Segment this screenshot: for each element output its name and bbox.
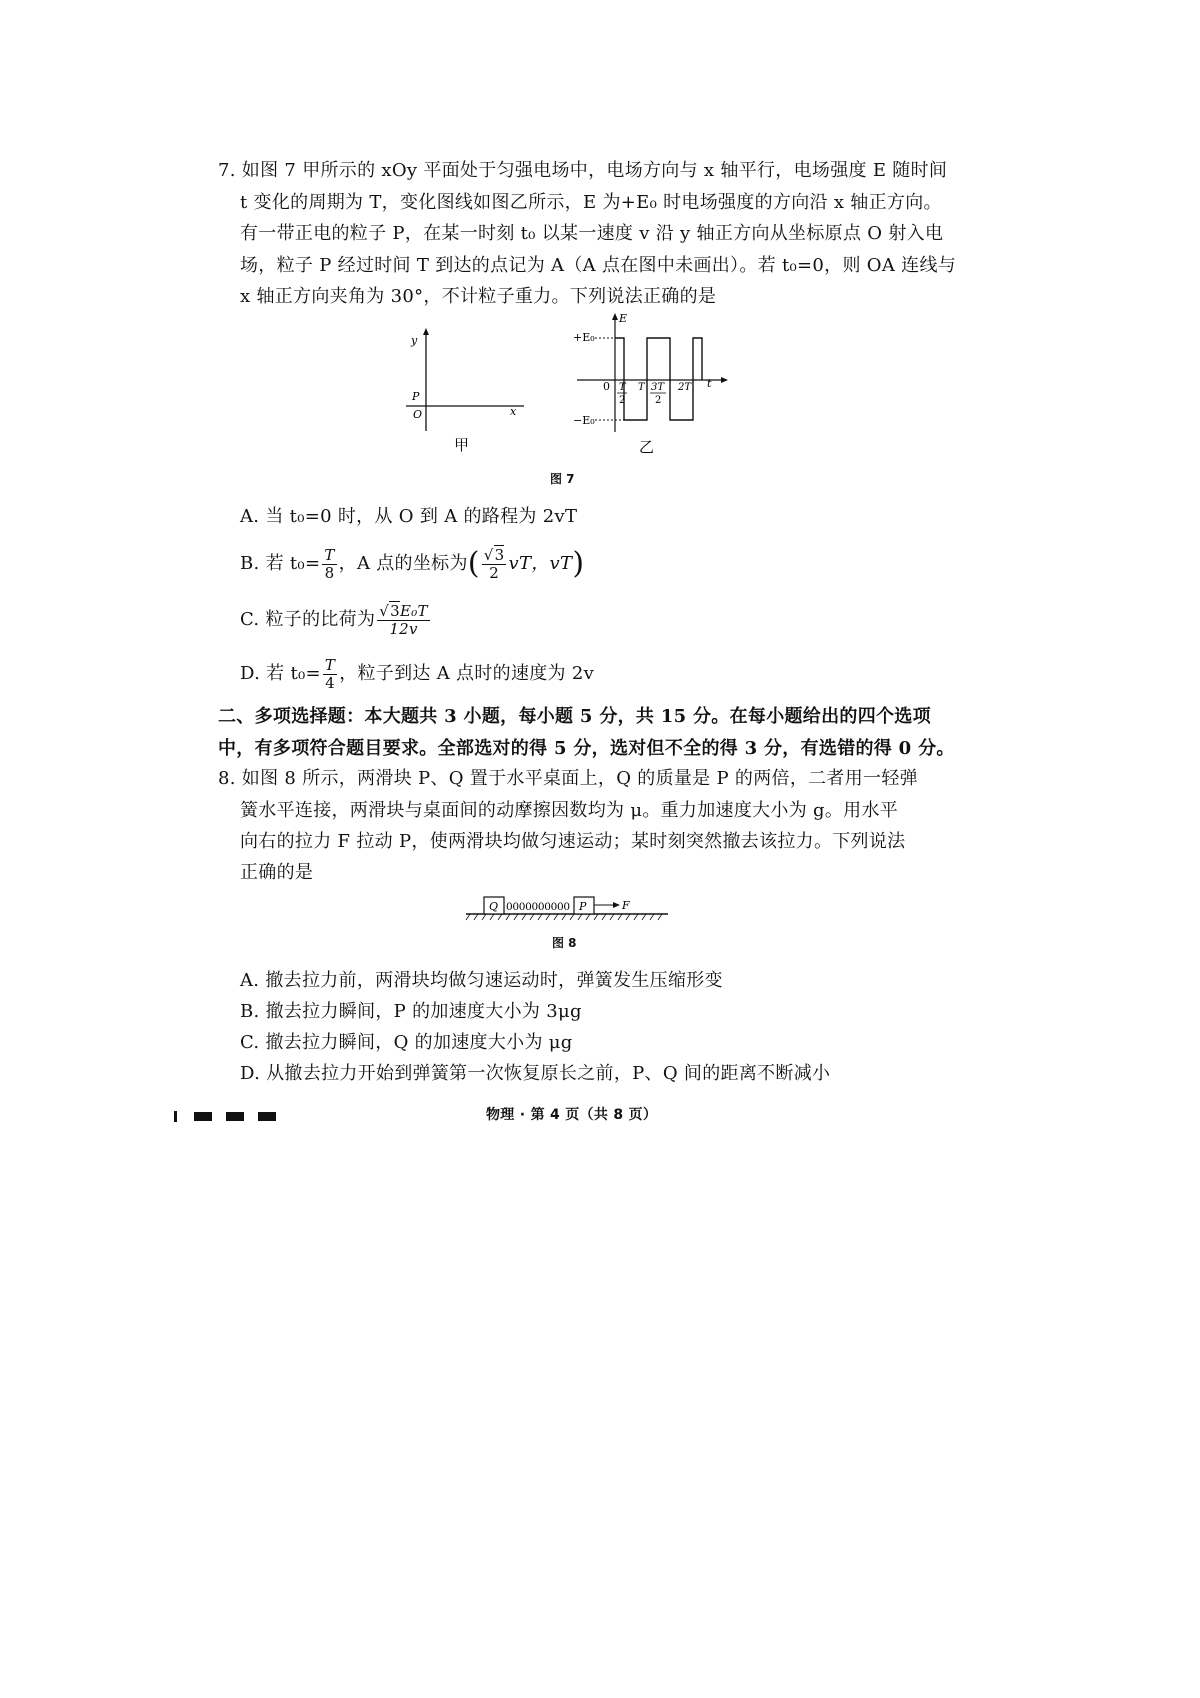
y-axis-label: y [411, 334, 418, 347]
figure-yi-caption: 乙 [639, 438, 655, 456]
q7-option-b-middle: ，A 点的坐标为 [338, 553, 468, 574]
q8-stem-line-2: 簧水平连接，两滑块与桌面间的动摩擦因数均为 μ。重力加速度大小为 g。用水平 [240, 800, 899, 821]
footer-block-2 [226, 1112, 244, 1121]
sqrt3-over-2-fraction: $\frac{√3}{2}$ [483, 545, 505, 582]
footer-left-tick [174, 1111, 177, 1122]
figure-7-caption: 图 7 [550, 472, 575, 486]
tick-2t: 2T [678, 382, 692, 393]
pos-e0-label: +E₀ [573, 331, 595, 344]
x-axis-label: x [510, 405, 517, 418]
q7-stem-line-5: x 轴正方向夹角为 30°，不计粒子重力。下列说法正确的是 [240, 286, 717, 307]
origin-label: O [413, 408, 423, 421]
tick-half-den: 2 [619, 395, 626, 406]
force-arrow-head [613, 902, 620, 908]
tick-3half-num: 3T [651, 382, 665, 393]
figure-7-jia [396, 326, 536, 456]
tick-3half-den: 2 [655, 395, 662, 406]
q8-option-a: A. 撤去拉力前，两滑块均做匀速运动时，弹簧发生压缩形变 [240, 970, 723, 991]
q8-stem-line-4: 正确的是 [240, 862, 314, 883]
q7-option-b-coords: vT，vT [508, 553, 573, 574]
q8-option-b: B. 撤去拉力瞬间，P 的加速度大小为 3μg [240, 1001, 582, 1022]
y-axis-arrow [423, 328, 429, 335]
figure-8-caption: 图 8 [552, 936, 577, 950]
q7-option-b: B. 若 t₀= $\frac{T}{8}$ ，A 点的坐标为( $\frac{√3}{2}$ vT，vT) [240, 545, 585, 582]
tick-t: T [638, 382, 645, 393]
figure-jia-caption: 甲 [454, 436, 470, 454]
footer-page-number: 物理 · 第 4 页（共 8 页） [486, 1107, 658, 1123]
e-axis-arrow [612, 313, 618, 320]
q8-stem-line-3: 向右的拉力 F 拉动 P，使两滑块均做匀速运动；某时刻突然撤去该拉力。下列说法 [240, 831, 906, 852]
charge-mass-ratio-fraction: $\frac{\text{√3E₀T}}{12v}$ [379, 601, 428, 638]
section-2-instructions-line-2: 中，有多项符合题目要求。全部选对的得 5 分，选对但不全的得 3 分，有选错的得 0 分。 [218, 738, 955, 759]
q7-option-d-prefix: D. 若 t₀= [240, 663, 321, 684]
q8-option-d: D. 从撤去拉力开始到弹簧第一次恢复原长之前，P、Q 间的距离不断减小 [240, 1063, 831, 1084]
q7-stem-line-2: t 变化的周期为 T，变化图线如图乙所示，E 为+E₀ 时电场强度的方向沿 x 轴正方向。 [240, 192, 942, 213]
block-q-label: Q [489, 900, 499, 913]
q7-option-c [240, 598, 432, 642]
spring: 0000000000 [506, 901, 570, 913]
t-over-8-fraction: $\frac{T}{8}$ [324, 545, 335, 582]
figure-7-yi [565, 310, 740, 458]
t-axis-arrow [721, 377, 728, 383]
table-hatching [466, 914, 662, 920]
footer-block-1 [194, 1112, 212, 1121]
zero-label: 0 [603, 380, 610, 393]
section-2-instructions-line-1: 二、多项选择题：本大题共 3 小题，每小题 5 分，共 15 分。在每小题给出的四个选项 [218, 706, 931, 727]
e-axis-label: E [619, 312, 628, 325]
t-over-4-fraction: $\frac{T}{4}$ [324, 655, 336, 692]
footer-block-3 [258, 1112, 276, 1121]
e-t-waveform [615, 338, 702, 420]
q7-stem-line-4: 场，粒子 P 经过时间 T 到达的点记为 A（A 点在图中未画出）。若 t₀=0，则 OA 连线与 [240, 255, 957, 276]
figure-8 [462, 890, 672, 926]
tick-half-num: T [619, 382, 626, 393]
block-p-label: P [579, 900, 587, 913]
q7-option-a: A. 当 t₀=0 时，从 O 到 A 的路程为 2vT [240, 506, 578, 527]
t-axis-label: t [707, 377, 712, 390]
q8-stem-line-1: 8. 如图 8 所示，两滑块 P、Q 置于水平桌面上，Q 的质量是 P 的两倍，二者用一轻弹 [218, 768, 918, 789]
neg-e0-label: −E₀ [573, 414, 595, 427]
q7-option-d-tail: ，粒子到达 A 点时的速度为 2v [339, 663, 595, 684]
q7-option-b-prefix: B. 若 t₀= [240, 553, 321, 574]
q8-option-c: C. 撤去拉力瞬间，Q 的加速度大小为 μg [240, 1032, 573, 1053]
q7-option-c-prefix: C. 粒子的比荷为 [240, 609, 376, 630]
q7-option-d [240, 654, 594, 694]
q7-stem-line-3: 有一带正电的粒子 P，在某一时刻 t₀ 以某一速度 v 沿 y 轴正方向从坐标原点 O 射入电 [240, 223, 944, 244]
force-label: F [622, 899, 630, 912]
particle-label: P [412, 390, 420, 403]
q7-stem-line-1: 7. 如图 7 甲所示的 xOy 平面处于匀强电场中，电场方向与 x 轴平行，电场强度 E 随时间 [218, 160, 948, 181]
